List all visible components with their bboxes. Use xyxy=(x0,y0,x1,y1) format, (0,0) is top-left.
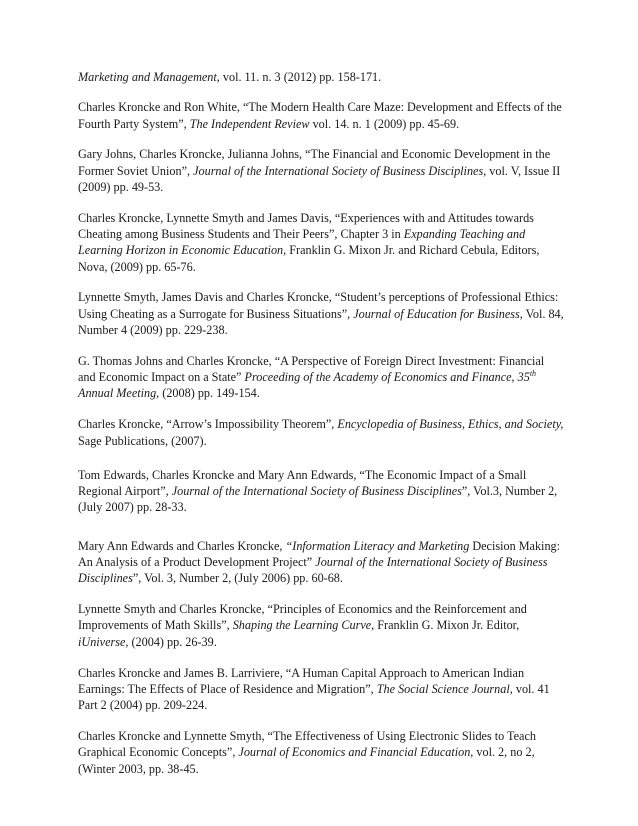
reference-text: Lynnette Smyth, James Davis and Charles Kroncke, “Student’s perceptions of Professional Ethics: Using Cheating as a Surrogate for Business Situations”, xyxy=(78,290,559,321)
reference-text: ”, Vol.3, Number 2, (July 2007) pp. 28-33. xyxy=(78,484,558,515)
reference-text: vol. 2, no 2, (Winter 2003, pp. 38-45. xyxy=(78,745,535,776)
reference-text: G. Thomas Johns and Charles Kroncke, “A Perspective of Foreign Direct Investment: Financial and Economic Impact on a State” xyxy=(78,353,545,385)
reference-text: Charles Kroncke and Lynnette Smyth, “The Effectiveness of Using Electronic Slides to Teach Graphical Economic Concepts”, xyxy=(78,728,536,760)
reference-text: Tom Edwards, Charles Kroncke and Mary Ann Edwards, “The Economic Impact of a Small Regional Airport”, xyxy=(78,467,527,499)
reference-text: Vol. 84, Number 4 (2009) pp. 229-238. xyxy=(78,306,564,338)
reference-italic-text: The Social Science Journal xyxy=(376,681,510,696)
reference-entry xyxy=(78,416,564,449)
reference-text: Franklin G. Mixon Jr. Editor, xyxy=(374,618,520,633)
reference-text: Charles Kroncke and Ron White, “The Modern Health Care Maze: Development and Effects of the Fourth Party System”, xyxy=(78,100,562,131)
reference-entry xyxy=(78,353,564,402)
reference-italic-text: Journal of the International Society of Business Disciplines xyxy=(171,484,462,499)
reference-italic-text: Journal of the International Society of Business Disciplines xyxy=(78,555,548,586)
reference-text: Franklin G. Mixon Jr. and Richard Cebula, Editors, Nova, (2009) pp. 65-76. xyxy=(78,243,540,274)
reference-entry xyxy=(78,210,564,275)
reference-text: Sage Publications, (2007). xyxy=(78,433,207,448)
reference-entry xyxy=(78,601,564,650)
reference-entry xyxy=(78,665,564,714)
reference-italic-text: Journal of Education for Business, xyxy=(353,306,523,321)
reference-italic-text: Annual Meeting, xyxy=(78,386,160,401)
reference-text: Charles Kroncke, Lynnette Smyth and James Davis, “Experiences with and Attitudes towards Cheating among Business Students and Their Peers”, Chapter 3 in xyxy=(78,210,534,242)
reference-text: Decision Making: An Analysis of a Product Development Project” xyxy=(78,538,561,570)
reference-italic-text: th xyxy=(529,369,537,379)
reference-entry xyxy=(78,146,564,195)
reference-italic-text: Marketing and Management xyxy=(78,70,217,84)
reference-entry xyxy=(78,289,564,338)
reference-italic-text: Expanding Teaching and Learning Horizon in Economic Education, xyxy=(78,227,526,258)
reference-list xyxy=(78,69,564,791)
reference-italic-text: Proceeding of the Academy of Economics and Finance, 35 xyxy=(244,370,530,385)
reference-text: Charles Kroncke, “Arrow’s Impossibility Theorem”, xyxy=(78,417,338,432)
reference-italic-text: iUniverse xyxy=(78,634,126,649)
reference-entry xyxy=(78,99,564,132)
reference-entry xyxy=(78,728,564,777)
reference-text: Lynnette Smyth and Charles Kroncke, “Principles of Economics and the Reinforcement and Improvements of Math Skills”, xyxy=(78,602,527,633)
reference-entry xyxy=(78,538,564,587)
reference-text: Charles Kroncke and James B. Larriviere, “A Human Capital Approach to American Indian Earnings: The Effects of Place of Residence and Migration”, xyxy=(78,665,525,696)
reference-entry xyxy=(78,467,564,516)
reference-italic-text: Shaping the Learning Curve, xyxy=(232,618,375,633)
reference-text: Gary Johns, Charles Kroncke, Julianna Johns, “The Financial and Economic Development in the Former Soviet Union”, xyxy=(78,147,551,178)
reference-italic-text: Encyclopedia of Business, Ethics, and Society, xyxy=(337,417,564,432)
reference-italic-text: The Independent Review xyxy=(189,116,310,131)
reference-text: vol. 14. n. 1 (2009) pp. 45-69. xyxy=(309,116,460,131)
reference-entry xyxy=(78,69,564,85)
reference-italic-text: “Information Literacy and Marketing xyxy=(285,538,470,553)
reference-text: , vol. 41 Part 2 (2004) pp. 209-224. xyxy=(78,681,550,713)
reference-italic-text: Journal of Economics and Financial Education, xyxy=(238,745,474,760)
reference-text: Mary Ann Edwards and Charles Kroncke, xyxy=(78,538,286,553)
reference-text: ”, Vol. 3, Number 2, (July 2006) pp. 60-68. xyxy=(132,571,343,586)
reference-italic-text: Journal of the International Society of Business Disciplines xyxy=(193,163,484,178)
reference-text: , vol. 11. n. 3 (2012) pp. 158-171. xyxy=(216,70,382,84)
reference-text: , vol. V, Issue II (2009) pp. 49-53. xyxy=(78,163,561,194)
reference-text: , (2004) pp. 26-39. xyxy=(125,634,217,649)
reference-text: (2008) pp. 149-154. xyxy=(159,386,260,401)
